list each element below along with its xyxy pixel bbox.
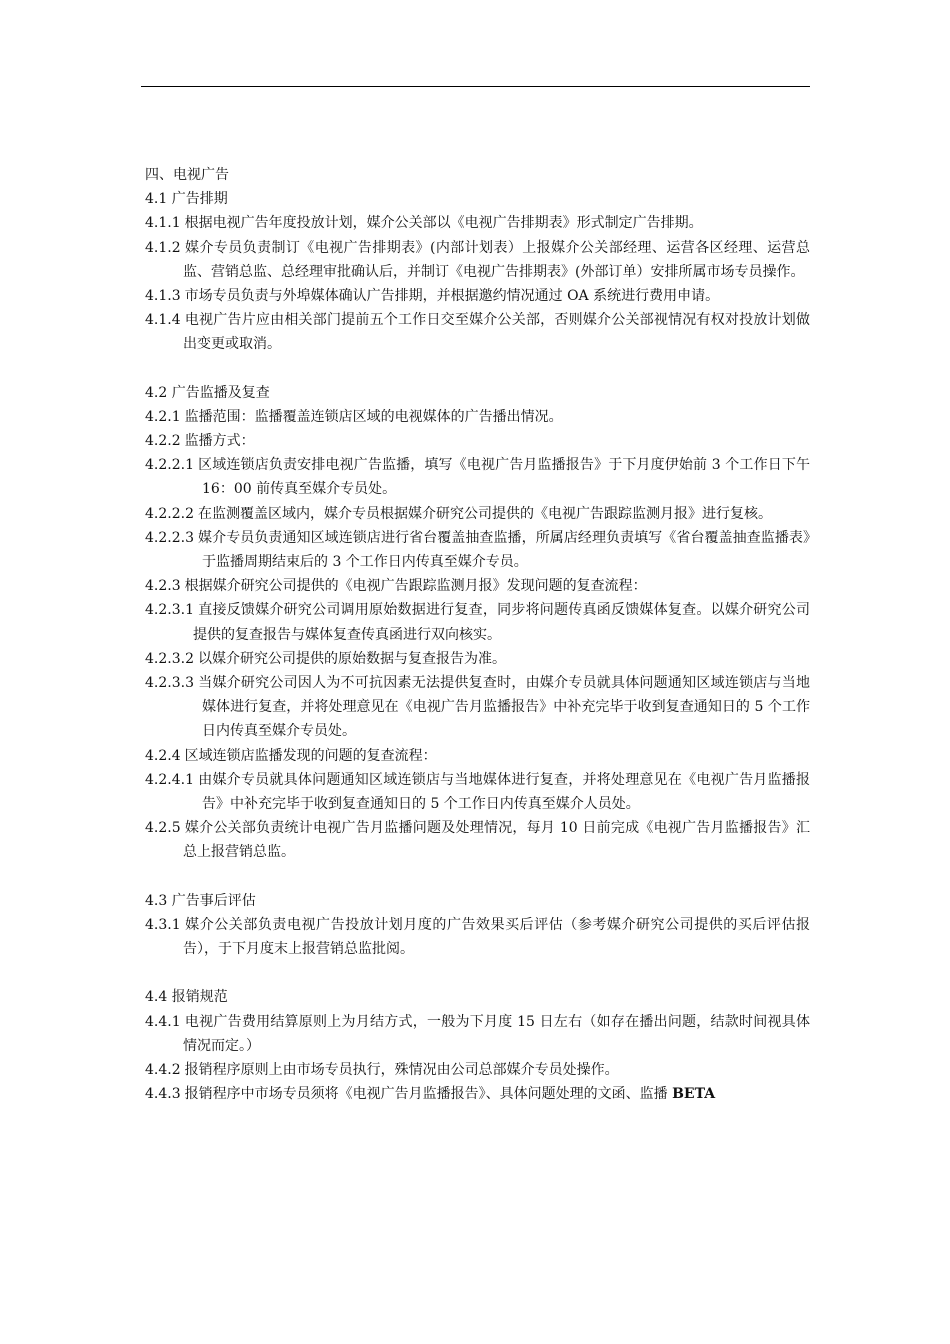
heading-4-2: 4.2 广告监播及复查 bbox=[145, 384, 270, 401]
item-4-1-3: 4.1.3 市场专员负责与外埠媒体确认广告排期，并根据邀约情况通过 OA 系统进行费用申请。 bbox=[145, 288, 720, 305]
heading-4-1: 4.1 广告排期 bbox=[145, 191, 228, 208]
item-4-4-3: 4.4.3 报销程序中市场专员须将《电视广告月监播报告》、具体问题处理的文函、监播 BETA bbox=[145, 1086, 716, 1103]
header-rule bbox=[141, 86, 810, 87]
item-4-2-3-1: 4.2.3.1 直接反馈媒介研究公司调用原始数据进行复查，同步将问题传真函反馈媒体复查。以媒介研究公司提供的复查报告与媒体复查传真函进行双向核实。 bbox=[145, 602, 810, 643]
item-4-2-3: 4.2.3 根据媒介研究公司提供的《电视广告跟踪监测月报》发现问题的复查流程： bbox=[145, 578, 647, 595]
item-4-2-2-1: 4.2.2.1 区域连锁店负责安排电视广告监播，填写《电视广告月监播报告》于下月度伊始前 3 个工作日下午 16：00 前传真至媒介专员处。 bbox=[145, 457, 810, 498]
item-4-2-2: 4.2.2 监播方式： bbox=[145, 433, 255, 450]
item-4-2-3-2: 4.2.3.2 以媒介研究公司提供的原始数据与复查报告为准。 bbox=[145, 650, 506, 667]
item-4-2-2-2: 4.2.2.2 在监测覆盖区域内，媒介专员根据媒介研究公司提供的《电视广告跟踪监测月报》进行复核。 bbox=[145, 505, 772, 522]
item-4-2-2-3: 4.2.2.3 媒介专员负责通知区域连锁店进行省台覆盖抽查监播，所属店经理负责填写《省台覆盖抽查监播表》于监播周期结束后的 3 个工作日内传真至媒介专员。 bbox=[145, 529, 810, 571]
item-4-1-2: 4.1.2 媒介专员负责制订《电视广告排期表》(内部计划表）上报媒介公关部经理、运营各区经理、运营总监、营销总监、总经理审批确认后，并制订《电视广告排期表》(外部订单）安排所属市场专员操作。 bbox=[145, 239, 810, 280]
item-4-2-4-1: 4.2.4.1 由媒介专员就具体问题通知区域连锁店与当地媒体进行复查，并将处理意见在《电视广告月监播报告》中补充完毕于收到复查通知日的 5 个工作日内传真至媒介人员处。 bbox=[145, 771, 810, 813]
item-4-1-4: 4.1.4 电视广告片应由相关部门提前五个工作日交至媒介公关部，否则媒介公关部视情况有权对投放计划做出变更或取消。 bbox=[145, 312, 810, 353]
beta-term: BETA bbox=[672, 1086, 716, 1103]
item-4-2-1: 4.2.1 监播范围：监播覆盖连锁店区域的电视媒体的广告播出情况。 bbox=[145, 408, 563, 425]
section-title: 四、电视广告 bbox=[145, 167, 229, 183]
heading-4-4: 4.4 报销规范 bbox=[145, 989, 228, 1006]
item-4-3-1: 4.3.1 媒介公关部负责电视广告投放计划月度的广告效果买后评估（参考媒介研究公司提供的买后评估报告），于下月度末上报营销总监批阅。 bbox=[145, 916, 810, 958]
item-4-1-1: 4.1.1 根据电视广告年度投放计划，媒介公关部以《电视广告排期表》形式制定广告排期。 bbox=[145, 215, 703, 232]
item-4-4-2: 4.4.2 报销程序原则上由市场专员执行，殊情况由公司总部媒介专员处操作。 bbox=[145, 1061, 619, 1078]
item-4-4-1: 4.4.1 电视广告费用结算原则上为月结方式，一般为下月度 15 日左右（如存在播出问题，结款时间视具体情况而定。） bbox=[145, 1013, 810, 1054]
document-body bbox=[145, 163, 810, 1106]
heading-4-3: 4.3 广告事后评估 bbox=[145, 892, 256, 909]
item-4-2-5: 4.2.5 媒介公关部负责统计电视广告月监播问题及处理情况，每月 10 日前完成《电视广告月监播报告》汇总上报营销总监。 bbox=[145, 820, 810, 861]
item-4-2-3-3: 4.2.3.3 当媒介研究公司因人为不可抗因素无法提供复查时，由媒介专员就具体问题通知区域连锁店与当地媒体进行复查，并将处理意见在《电视广告月监播报告》中补充完毕于收到复查通知日的 5 个工作日内传真至媒介专员处。 bbox=[145, 675, 810, 740]
item-4-2-4: 4.2.4 区域连锁店监播发现的问题的复查流程： bbox=[145, 747, 437, 764]
